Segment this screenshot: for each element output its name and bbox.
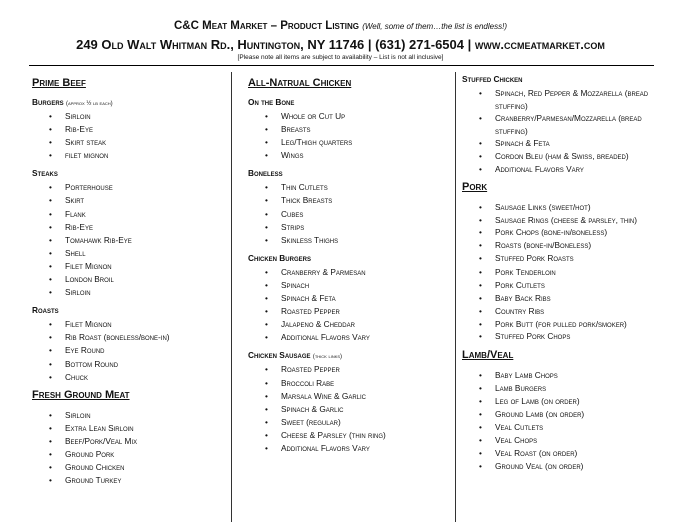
list-item: • Roasted Pepper bbox=[281, 363, 448, 376]
list-item: • Baby Lamb Chops bbox=[495, 369, 667, 382]
list-item: • Veal Chops bbox=[495, 434, 667, 447]
item-list bbox=[32, 110, 227, 162]
list-item: • Breasts bbox=[281, 123, 448, 136]
list-item: • Pork Tenderloin bbox=[495, 266, 667, 279]
list-item: • Chuck bbox=[65, 371, 227, 384]
list-item: • Sausage Links (sweet/hot) bbox=[495, 201, 667, 214]
list-item: • Additional Flavors Vary bbox=[281, 442, 448, 455]
disclaimer: [Please note all items are subject to availability – List is not all inclusive] bbox=[237, 54, 444, 61]
list-item: • filet mignon bbox=[65, 149, 227, 162]
group-title: Boneless bbox=[248, 168, 283, 179]
list-item: • Roasts (bone-in/Boneless) bbox=[495, 239, 667, 252]
list-item: • Roasted Pepper bbox=[281, 305, 448, 318]
title-note: (Well, some of them…the list is endless!) bbox=[362, 22, 507, 31]
list-item: • Beef/Pork/Veal Mix bbox=[65, 435, 227, 448]
list-item: • Sausage Rings (cheese & parsley, thin) bbox=[495, 214, 667, 227]
list-item: • Spinach bbox=[281, 279, 448, 292]
list-item: • Skirt bbox=[65, 194, 227, 207]
list-item: • Wings bbox=[281, 149, 448, 162]
list-item: • Ground Pork bbox=[65, 448, 227, 461]
title-text: C&C Meat Market – Product Listing bbox=[174, 20, 359, 32]
list-item: • Rib Roast (boneless/bone-in) bbox=[65, 331, 227, 344]
list-item: • Veal Cutlets bbox=[495, 421, 667, 434]
list-item: • Sirloin bbox=[65, 110, 227, 123]
group-heading bbox=[32, 305, 227, 315]
list-item: • Spinach, Red Pepper & Mozzarella (bread stuffing) bbox=[495, 87, 667, 112]
list-item: • Country Ribs bbox=[495, 305, 667, 318]
group-heading bbox=[462, 74, 667, 84]
list-item: • Marsala Wine & Garlic bbox=[281, 390, 448, 403]
section-heading: Fresh Ground Meat bbox=[32, 388, 130, 401]
list-item: • Additional Flavors Vary bbox=[281, 331, 448, 344]
group-note: (approx ½ lb each) bbox=[65, 101, 113, 107]
group-title: Chicken Sausage bbox=[248, 350, 311, 361]
list-item: • Eye Round bbox=[65, 344, 227, 357]
column-beef bbox=[32, 72, 227, 487]
section-heading: Pork bbox=[462, 180, 488, 193]
list-item: • Cordon Bleu (ham & Swiss, breaded) bbox=[495, 150, 667, 163]
group-title: Steaks bbox=[32, 168, 58, 179]
group-heading bbox=[248, 253, 448, 263]
group-heading bbox=[248, 350, 448, 360]
list-item: • London Broil bbox=[65, 273, 227, 286]
list-item: • Pork Butt (for pulled pork/smoker) bbox=[495, 318, 667, 331]
list-item: • Lamb Burgers bbox=[495, 382, 667, 395]
list-item: • Whole or Cut Up bbox=[281, 110, 448, 123]
group-heading bbox=[248, 168, 448, 178]
item-list bbox=[248, 181, 448, 246]
group-heading bbox=[248, 97, 448, 107]
list-item: • Strips bbox=[281, 221, 448, 234]
item-list bbox=[462, 369, 667, 474]
list-item: • Ground Turkey bbox=[65, 474, 227, 487]
list-item: • Shell bbox=[65, 247, 227, 260]
list-item: • Veal Roast (on order) bbox=[495, 447, 667, 460]
item-list bbox=[248, 110, 448, 162]
list-item: • Spinach & Feta bbox=[495, 137, 667, 150]
list-item: • Tomahawk Rib-Eye bbox=[65, 234, 227, 247]
list-item: • Spinach & Garlic bbox=[281, 403, 448, 416]
list-item: • Spinach & Feta bbox=[281, 292, 448, 305]
group-heading bbox=[32, 97, 227, 107]
list-item: • Filet Mignon bbox=[65, 318, 227, 331]
group-note: (thick links) bbox=[312, 354, 343, 361]
group-title: Burgers bbox=[32, 97, 64, 107]
list-item: • Ground Veal (on order) bbox=[495, 460, 667, 473]
list-item: • Cranberry & Parmesan bbox=[281, 266, 448, 279]
list-item: • Leg of Lamb (on order) bbox=[495, 395, 667, 408]
group-title: Roasts bbox=[32, 305, 59, 316]
address-line: 249 Old Walt Whitman Rd., Huntington, NY 11746 | (631) 271-6504 | www.ccmeatmarket.com bbox=[76, 37, 605, 52]
list-item: • Leg/Thigh quarters bbox=[281, 136, 448, 149]
list-item: • Ground Chicken bbox=[65, 461, 227, 474]
group-title: On the Bone bbox=[248, 97, 295, 107]
list-item: • Pork Chops (bone-in/boneless) bbox=[495, 226, 667, 239]
header-divider bbox=[29, 65, 654, 66]
list-item: • Cranberry/Parmesan/Mozzarella (bread stuffing) bbox=[495, 112, 667, 137]
item-list bbox=[248, 266, 448, 345]
column-divider bbox=[231, 72, 232, 522]
section-heading: Lamb/Veal bbox=[462, 348, 514, 361]
list-item: • Broccoli Rabe bbox=[281, 377, 448, 390]
item-list bbox=[32, 318, 227, 383]
section-heading: All-Natrual Chicken bbox=[248, 77, 352, 89]
list-item: • Cubes bbox=[281, 208, 448, 221]
section-heading: Prime Beef bbox=[32, 77, 86, 89]
list-item: • Sirloin bbox=[65, 409, 227, 422]
list-item: • Rib-Eye bbox=[65, 221, 227, 234]
column-pork-lamb bbox=[462, 68, 667, 473]
list-item: • Thick Breasts bbox=[281, 194, 448, 207]
list-item: • Skirt steak bbox=[65, 136, 227, 149]
group-heading bbox=[32, 168, 227, 178]
list-item: • Sweet (regular) bbox=[281, 416, 448, 429]
list-item: • Cheese & Parsley (thin ring) bbox=[281, 429, 448, 442]
list-item: • Pork Cutlets bbox=[495, 279, 667, 292]
column-chicken bbox=[248, 72, 448, 455]
item-list bbox=[32, 409, 227, 488]
group-title: Stuffed Chicken bbox=[462, 74, 523, 84]
list-item: • Stuffed Pork Chops bbox=[495, 330, 667, 343]
list-item: • Thin Cutlets bbox=[281, 181, 448, 194]
list-item: • Extra Lean Sirloin bbox=[65, 422, 227, 435]
list-item: • Stuffed Pork Roasts bbox=[495, 252, 667, 265]
list-item: • Skinless Thighs bbox=[281, 234, 448, 247]
list-item: • Flank bbox=[65, 208, 227, 221]
list-item: • Porterhouse bbox=[65, 181, 227, 194]
document-title bbox=[0, 20, 681, 32]
list-item: • Rib-Eye bbox=[65, 123, 227, 136]
list-item: • Additional Flavors Vary bbox=[495, 163, 667, 176]
item-list bbox=[462, 201, 667, 344]
list-item: • Jalapeno & Cheddar bbox=[281, 318, 448, 331]
list-item: • Baby Back Ribs bbox=[495, 292, 667, 305]
list-item: • Bottom Round bbox=[65, 358, 227, 371]
column-divider bbox=[455, 72, 456, 522]
group-title: Chicken Burgers bbox=[248, 252, 311, 263]
list-item: • Filet Mignon bbox=[65, 260, 227, 273]
list-item: • Sirloin bbox=[65, 286, 227, 299]
item-list bbox=[462, 87, 667, 176]
item-list bbox=[248, 363, 448, 455]
list-item: • Ground Lamb (on order) bbox=[495, 408, 667, 421]
item-list bbox=[32, 181, 227, 299]
